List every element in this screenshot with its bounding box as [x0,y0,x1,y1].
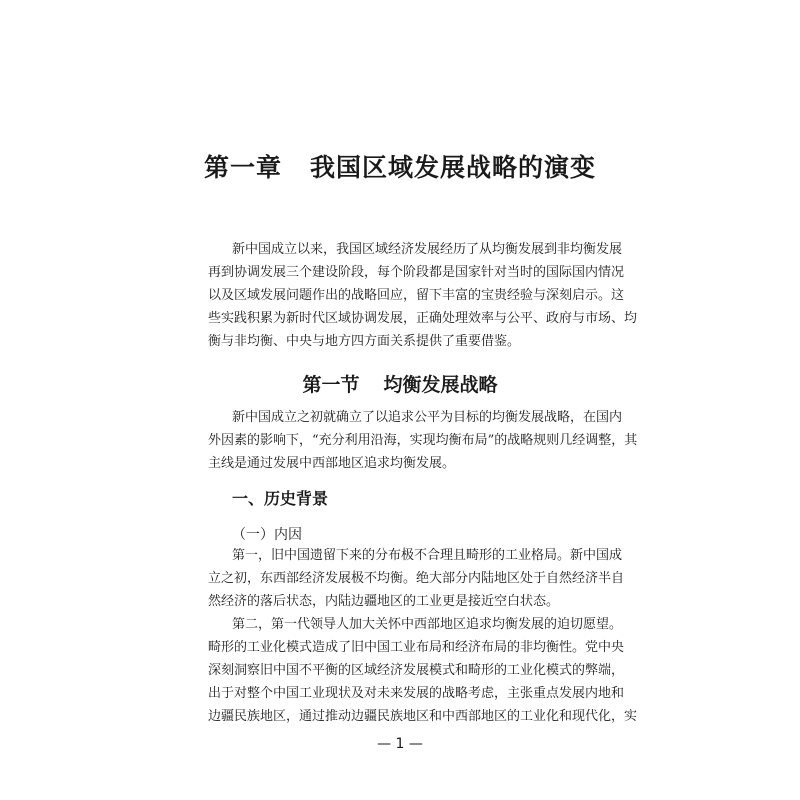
paragraph-line: 再到协调发展三个建设阶段，每个阶段都是国家针对当时的国际国内情况 [208,265,625,280]
paragraph-line: 第二，第一代领导人加大关怀中西部地区追求均衡发展的迫切愿望。 [232,617,623,632]
chapter-number: 第一章 [203,153,282,182]
paragraph-line: 新中国成立之初就确立了以追求公平为目标的均衡发展战略，在国内 [232,410,623,425]
paragraph-line: 出于对整个中国工业现状及对未来发展的战略考虑，主张重点发展内地和 [208,686,625,701]
paragraph-line: 外因素的影响下，“充分利用沿海，实现均衡布局”的战略规则几经调整，其 [208,433,638,448]
chapter-name: 我国区域发展战略的演变 [310,153,597,182]
paragraph-line: 新中国成立以来，我国区域经济发展经历了从均衡发展到非均衡发展 [232,242,623,257]
section-name: 均衡发展战略 [383,374,498,396]
paragraph-line: 立之初，东西部经济发展极不均衡。绝大部分内陆地区处于自然经济半自 [208,571,625,586]
subheading: 一、历史背景 [232,489,329,508]
paragraph-line: 以及区域发展问题作出的战略回应，留下丰富的宝贵经验与深刻启示。这 [208,288,625,303]
sub-subheading: （一）内因 [232,527,302,543]
page-number: — 1 — [377,736,423,752]
chapter-title [0,148,800,184]
section-number: 第一节 [302,374,360,396]
section-title [0,370,800,397]
paragraph-line: 畸形的工业化模式造成了旧中国工业布局和经济布局的非均衡性。党中央 [208,640,625,655]
paragraph-line: 衡与非均衡、中央与地方四方面关系提供了重要借鉴。 [208,334,521,349]
paragraph-line: 然经济的落后状态，内陆边疆地区的工业更是接近空白状态。 [208,594,560,609]
paragraph-line: 些实践积累为新时代区域协调发展，正确处理效率与公平、政府与市场、均 [208,311,638,326]
paragraph-line: 第一，旧中国遗留下来的分布极不合理且畸形的工业格局。新中国成 [232,548,623,563]
paragraph-line: 深刻洞察旧中国不平衡的区域经济发展模式和畸形的工业化模式的弊端， [208,663,625,678]
paragraph-line: 主线是通过发展中西部地区追求均衡发展。 [208,456,456,471]
paragraph-line: 边疆民族地区，通过推动边疆民族地区和中西部地区的工业化和现代化，实 [208,709,638,724]
